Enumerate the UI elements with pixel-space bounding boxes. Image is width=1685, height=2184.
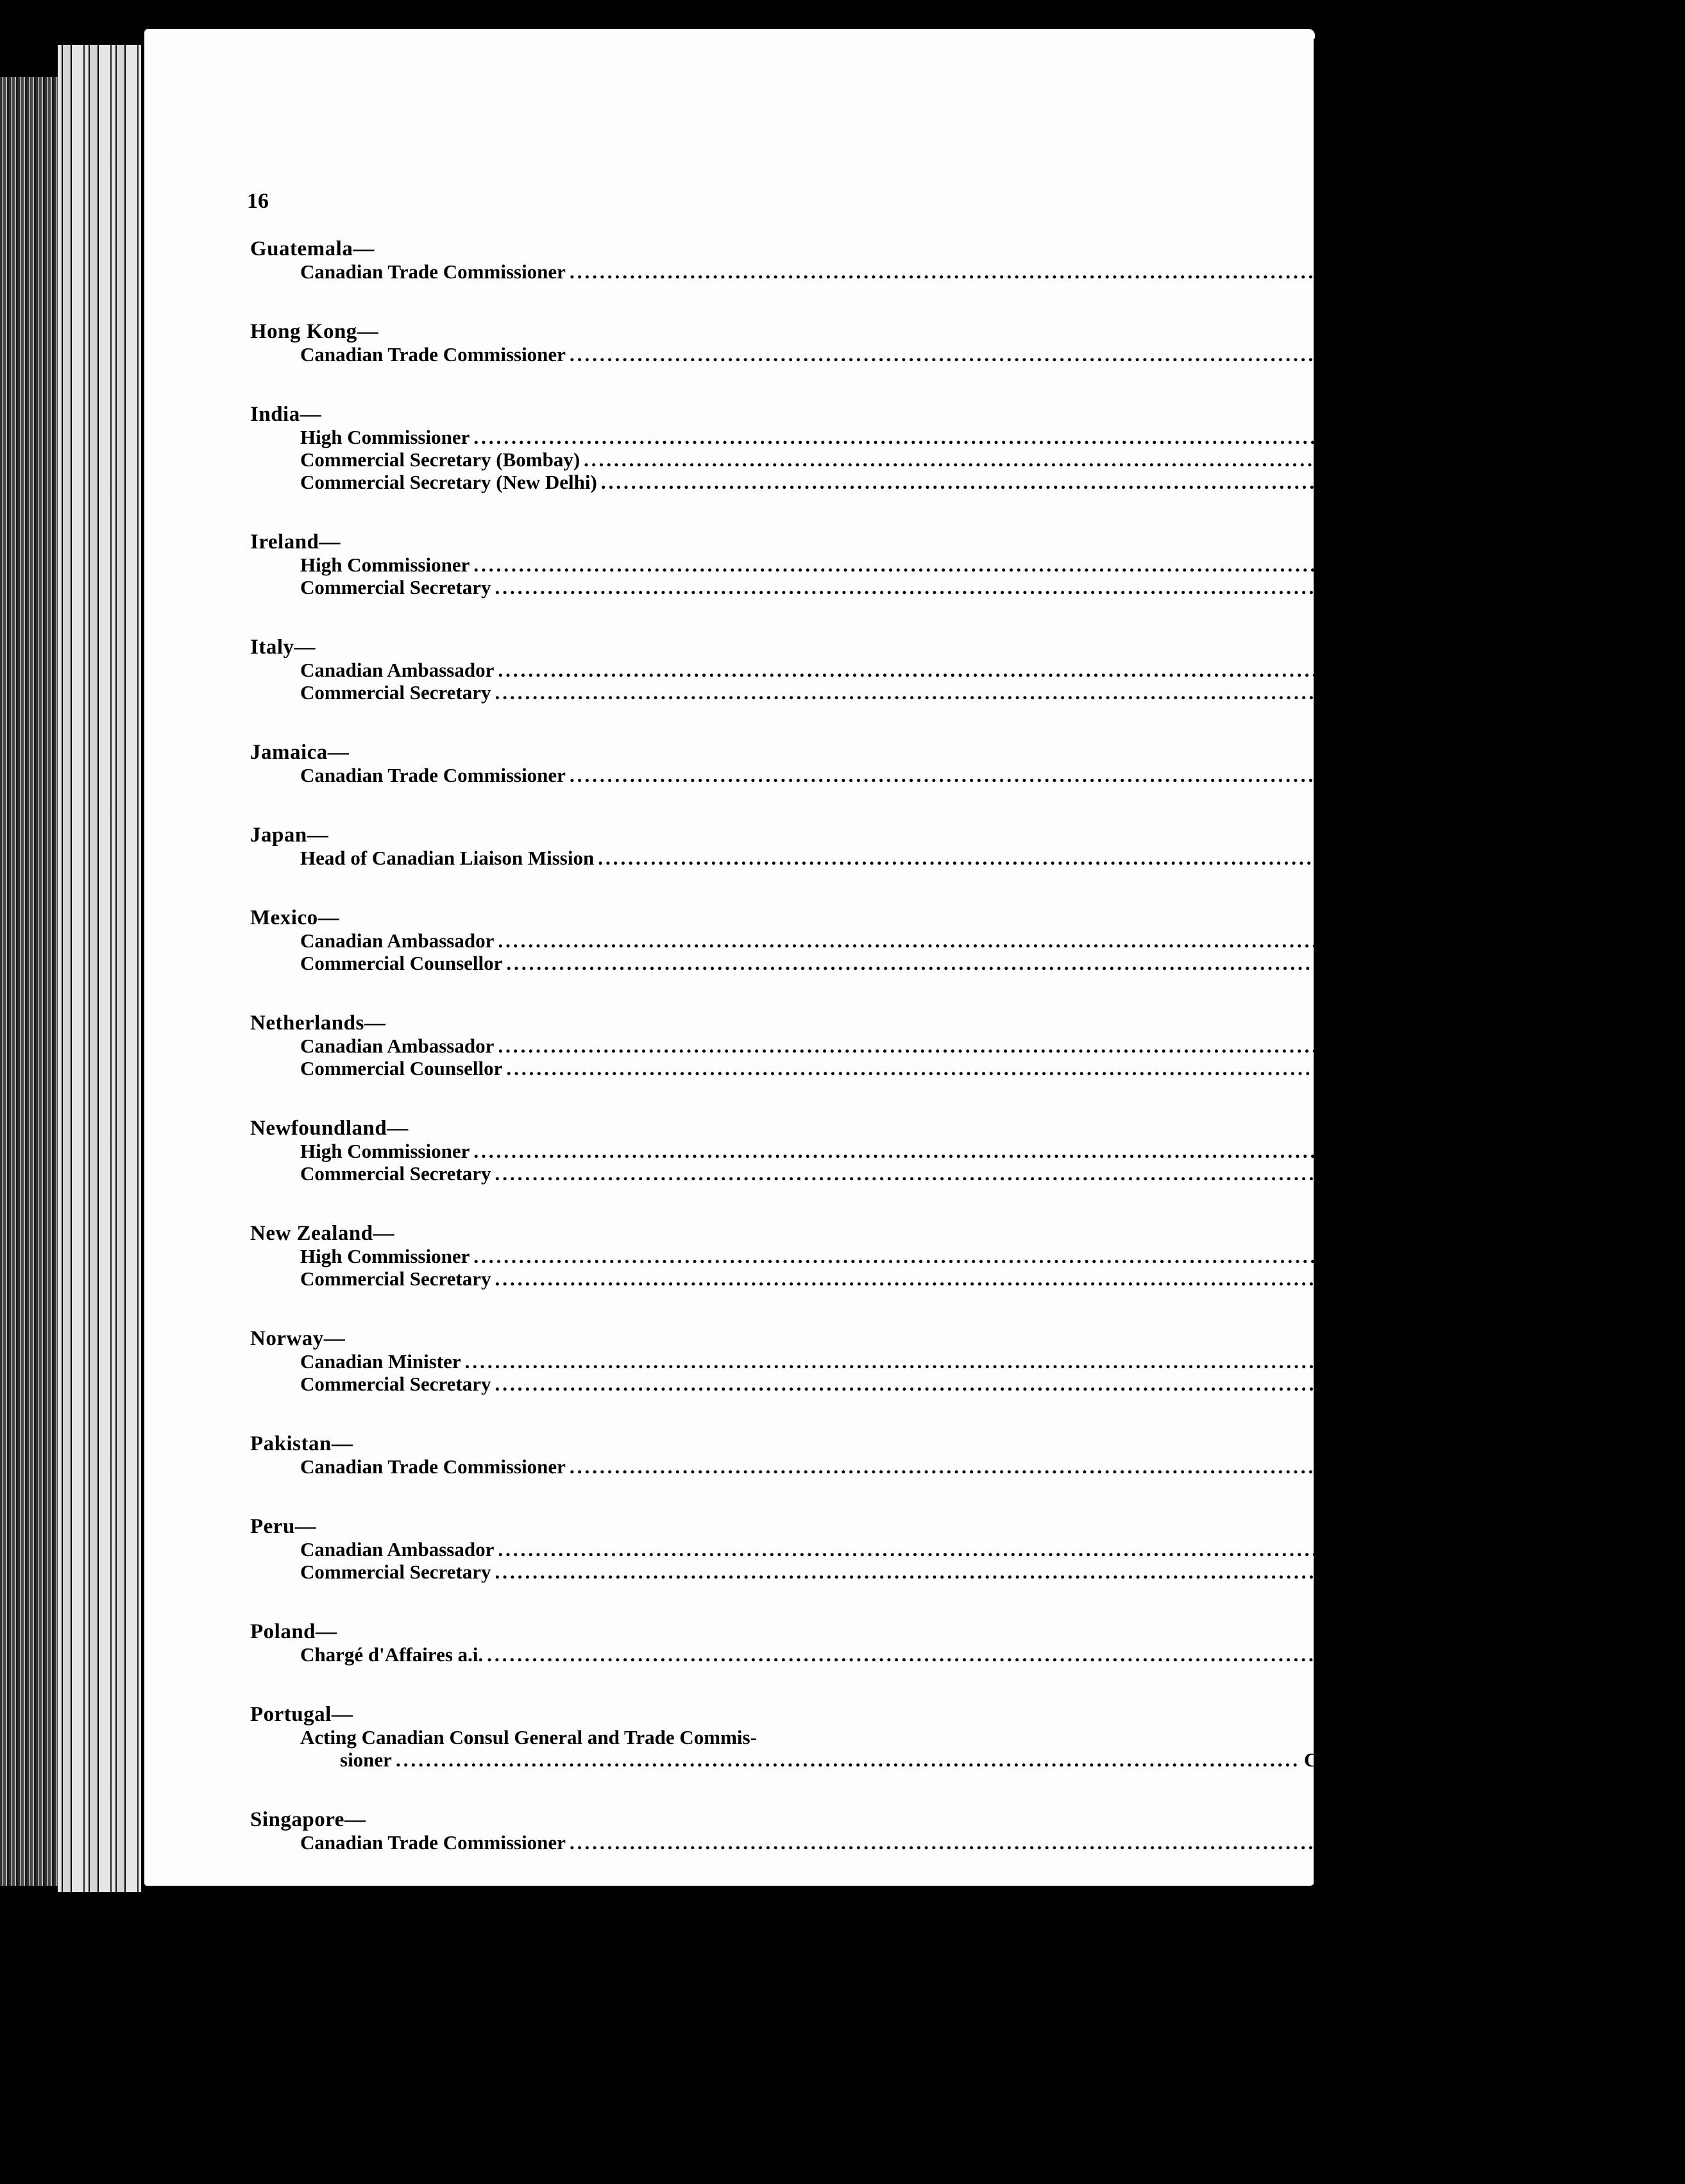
role-title: Commercial Secretary: [300, 1373, 491, 1395]
role-title: High Commissioner: [300, 426, 470, 448]
role-title: Commercial Secretary: [300, 1162, 491, 1185]
cable-address: Canadian The Hague: [1414, 1057, 1596, 1079]
directory-entry: [250, 1891, 1593, 1959]
cable-address: Canadian Bombay: [1492, 448, 1651, 471]
cable-address: Canadian Kingston: [1477, 764, 1643, 786]
role-row: [250, 554, 1516, 576]
leader-dots: ........................................................................................................................: [506, 2042, 1411, 2064]
role-title: Canadian Ambassador: [300, 929, 495, 952]
cable-address: Domcan St. John's: [1382, 1140, 1541, 1162]
country-heading: Newfoundland—: [250, 1117, 409, 1140]
cable-address: Canadian Lima: [1403, 1561, 1537, 1583]
cable-address: Domcan Tokyo: [1506, 847, 1634, 869]
role-title: Canadian Ambassador: [300, 1538, 495, 1561]
leader-dots: ........................................................................................................................: [473, 554, 1378, 576]
cable-address: Domcan Stockholm: [1395, 1914, 1562, 1936]
leader-dots: ........................................................................................................................: [495, 681, 1400, 704]
leader-dots: ........................................................................................................................: [495, 1267, 1400, 1290]
role-title: Commercial Secretary: [300, 1267, 491, 1290]
role-row: [250, 1140, 1541, 1162]
role-title: Canadian Trade Commissioner: [300, 2124, 566, 2147]
country-heading: Guatemala—: [250, 237, 375, 260]
role-row: [250, 1350, 1487, 1373]
directory-list: [250, 237, 1685, 2184]
directory-entry: [250, 1515, 1537, 1583]
cable-address: Domcan Warsaw: [1395, 1643, 1541, 1666]
leader-dots: ........................................................................................................................: [498, 929, 1403, 952]
role-title: Canadian Ambassador: [300, 1035, 495, 1057]
cable-address: Canadian New Delhi: [1509, 471, 1685, 493]
leader-dots: ........................................................................................................................: [569, 764, 1474, 786]
country-heading: Italy—: [250, 636, 316, 659]
role-row: [250, 847, 1634, 869]
directory-entry: [250, 530, 1550, 598]
cable-address: Domcan The Hague: [1406, 1035, 1575, 1057]
role-title: Commercial Counsellor: [300, 952, 503, 974]
country-heading: Switzerland—: [250, 1996, 384, 2019]
cable-address: Domcan Lima: [1406, 1538, 1527, 1561]
role-row: [250, 471, 1685, 493]
leader-dots: ........................................................................................................................: [395, 1748, 1300, 1771]
role-row: [250, 1057, 1596, 1079]
country-heading: Pakistan—: [250, 1432, 353, 1455]
role-row: [250, 659, 1532, 681]
country-heading: Portugal—: [250, 1703, 353, 1726]
role-title: High Commissioner: [300, 554, 470, 576]
leader-dots: ........................................................................................................................: [569, 2124, 1474, 2147]
cable-address: Canadian Berne: [1414, 2042, 1554, 2064]
leader-dots: ........................................................................................................................: [498, 659, 1403, 681]
role-title: Commercial Secretary (Bombay): [300, 448, 580, 471]
leader-dots: ........................................................................................................................: [495, 1162, 1400, 1185]
cable-address: Canadian Lisbon: [1303, 1748, 1451, 1771]
directory-entry: [250, 824, 1634, 869]
role-row: [250, 576, 1550, 598]
role-row-continuation: [250, 1748, 1451, 1771]
leader-dots: ........................................................................................................................: [498, 1035, 1403, 1057]
country-heading: India—: [250, 403, 322, 426]
role-title: Chargé d'Affaires a.i.: [300, 1914, 484, 1936]
cable-address: Canadian Hong Kong: [1477, 343, 1664, 366]
directory-entry: [250, 320, 1664, 366]
role-row: [250, 1455, 1636, 1478]
role-row: [250, 952, 1564, 974]
directory-entry: [250, 1012, 1596, 1079]
role-row: [250, 426, 1546, 448]
directory-entry: [250, 403, 1685, 493]
role-title: Commercial Secretary: [300, 576, 491, 598]
leader-dots: ........................................................................................................................: [487, 1643, 1392, 1666]
cable-address: Domcan Rome: [1406, 659, 1532, 681]
cable-address: Domcan New Delhi: [1382, 426, 1546, 448]
country-heading: New Zealand—: [250, 1222, 395, 1245]
directory-entry: [250, 1117, 1574, 1185]
role-title: Commercial Counsellor: [300, 2042, 503, 2064]
cable-address: Canadian Oslo: [1403, 1373, 1530, 1395]
role-title: Acting Canadian Consul General and Trade Commis-: [300, 1726, 757, 1748]
cable-address: Canadian Port of Spain: [1477, 2124, 1679, 2147]
leader-dots: ........................................................................................................................: [569, 343, 1474, 366]
cable-address: Canadian Rome: [1403, 681, 1541, 704]
role-row: [250, 260, 1660, 283]
leader-dots: ........................................................................................................................: [506, 1057, 1411, 1079]
leader-dots: ........................................................................................................................: [498, 1538, 1403, 1561]
country-heading: Jamaica—: [250, 741, 350, 764]
role-title: Chargé d'Affaires a.i.: [300, 1643, 484, 1666]
role-title: Commercial Counsellor: [300, 1057, 503, 1079]
role-title: Canadian Ambassador: [300, 659, 495, 681]
cable-address: Canadian Karachi: [1477, 1455, 1636, 1478]
role-title: Canadian Trade Commissioner: [300, 1831, 566, 1854]
role-title: Commercial Secretary: [300, 681, 491, 704]
leader-dots: ........................................................................................................................: [569, 260, 1474, 283]
country-heading: Mexico—: [250, 906, 340, 929]
leader-dots: ........................................................................................................................: [506, 1936, 1411, 1959]
directory-entry: [250, 1703, 1451, 1771]
role-title: Commercial Secretary (New Delhi): [300, 471, 597, 493]
role-title: Canadian Trade Commissioner: [300, 343, 566, 366]
country-heading: Norway—: [250, 1327, 346, 1350]
cable-address: Domcan Berne: [1373, 2019, 1500, 2042]
role-row: [250, 764, 1643, 786]
cable-address: Domcan Oslo: [1373, 1350, 1487, 1373]
cable-address: Canadian Stockholm: [1414, 1936, 1593, 1959]
country-heading: Hong Kong—: [250, 320, 379, 343]
cable-address: Domcan Wellington: [1382, 1245, 1550, 1267]
cable-address: Canadian Wellington: [1403, 1267, 1584, 1290]
role-row: [250, 1267, 1584, 1290]
cable-address: Domcan Dublin: [1382, 554, 1516, 576]
role-title: Canadian Trade Commissioner: [300, 1455, 566, 1478]
role-row: [250, 1726, 1161, 1748]
leader-dots: ........................................................................................................................: [495, 1561, 1400, 1583]
directory-entry: [250, 1432, 1636, 1478]
role-title-continuation: sioner: [340, 1748, 392, 1771]
directory-entry: [250, 237, 1660, 283]
role-row: [250, 1936, 1593, 1959]
role-row: [250, 929, 1586, 952]
leader-dots: ........................................................................................................................: [495, 1373, 1400, 1395]
country-heading: Trinidad—: [250, 2101, 354, 2124]
leader-dots: ........................................................................................................................: [464, 1350, 1369, 1373]
role-title: Commercial Counsellor: [300, 1936, 503, 1959]
role-title: High Commissioner: [300, 1245, 470, 1267]
role-row: [250, 681, 1541, 704]
role-title: Canadian Trade Commissioner: [300, 764, 566, 786]
leader-dots: ........................................................................................................................: [495, 576, 1400, 598]
role-row: [250, 1035, 1575, 1057]
leader-dots: ........................................................................................................................: [487, 1914, 1392, 1936]
country-heading: Singapore—: [250, 1808, 366, 1831]
role-title: Canadian Minister: [300, 1350, 461, 1373]
role-row: [250, 1831, 1652, 1854]
leader-dots: ........................................................................................................................: [600, 471, 1505, 493]
role-row: [250, 1538, 1527, 1561]
role-row: [250, 2042, 1554, 2064]
role-title: Canadian Minister: [300, 2019, 461, 2042]
role-row: [250, 1643, 1541, 1666]
page-stack-edge-inner: [58, 45, 141, 1892]
role-row: [250, 1162, 1574, 1185]
role-title: Commercial Secretary: [300, 1561, 491, 1583]
cable-address: Domcan Mexico City: [1406, 929, 1586, 952]
role-row: [250, 1561, 1537, 1583]
directory-entry: [250, 1808, 1652, 1854]
leader-dots: ........................................................................................................................: [464, 2019, 1369, 2042]
cable-address: Canadian Dublin: [1403, 576, 1550, 598]
directory-entry: [250, 741, 1643, 786]
role-title: Head of Canadian Liaison Mission: [300, 847, 595, 869]
page-number: 16: [247, 189, 269, 213]
country-heading: Sweden—: [250, 1891, 343, 1914]
leader-dots: ........................................................................................................................: [473, 1245, 1378, 1267]
cable-address: Canadian Singapore: [1477, 1831, 1652, 1854]
directory-entry: [250, 1996, 1554, 2064]
leader-dots: ........................................................................................................................: [473, 1140, 1378, 1162]
role-row: [250, 2019, 1500, 2042]
cable-address: Canadian St. John's: [1403, 1162, 1574, 1185]
directory-entry: [250, 1222, 1584, 1290]
leader-dots: ........................................................................................................................: [569, 1455, 1474, 1478]
role-row: [250, 343, 1664, 366]
role-title: Canadian Trade Commissioner: [300, 260, 566, 283]
leader-dots: ........................................................................................................................: [506, 952, 1411, 974]
role-title: High Commissioner: [300, 1140, 470, 1162]
directory-entry: [250, 1620, 1541, 1666]
directory-entry: [250, 906, 1586, 974]
country-heading: Japan—: [250, 824, 329, 847]
cable-address: Canadian Mexico: [1414, 952, 1564, 974]
role-row: [250, 1245, 1550, 1267]
page-stack-edge: [0, 77, 58, 1886]
role-row: [250, 1914, 1562, 1936]
leader-dots: ........................................................................................................................: [473, 426, 1378, 448]
role-row: [250, 448, 1651, 471]
country-heading: Netherlands—: [250, 1012, 386, 1035]
role-row: [250, 1373, 1530, 1395]
leader-dots: ........................................................................................................................: [598, 847, 1503, 869]
leader-dots: ........................................................................................................................: [584, 448, 1489, 471]
directory-entry: [250, 1327, 1530, 1395]
directory-entry: [250, 2101, 1679, 2147]
country-heading: Poland—: [250, 1620, 337, 1643]
country-heading: Peru—: [250, 1515, 317, 1538]
directory-entry: [250, 636, 1541, 704]
country-heading: Ireland—: [250, 530, 341, 554]
leader-dots: ........................................................................................................................: [569, 1831, 1474, 1854]
cable-address: Canadian Guatemala: [1477, 260, 1660, 283]
role-row: [250, 2124, 1679, 2147]
